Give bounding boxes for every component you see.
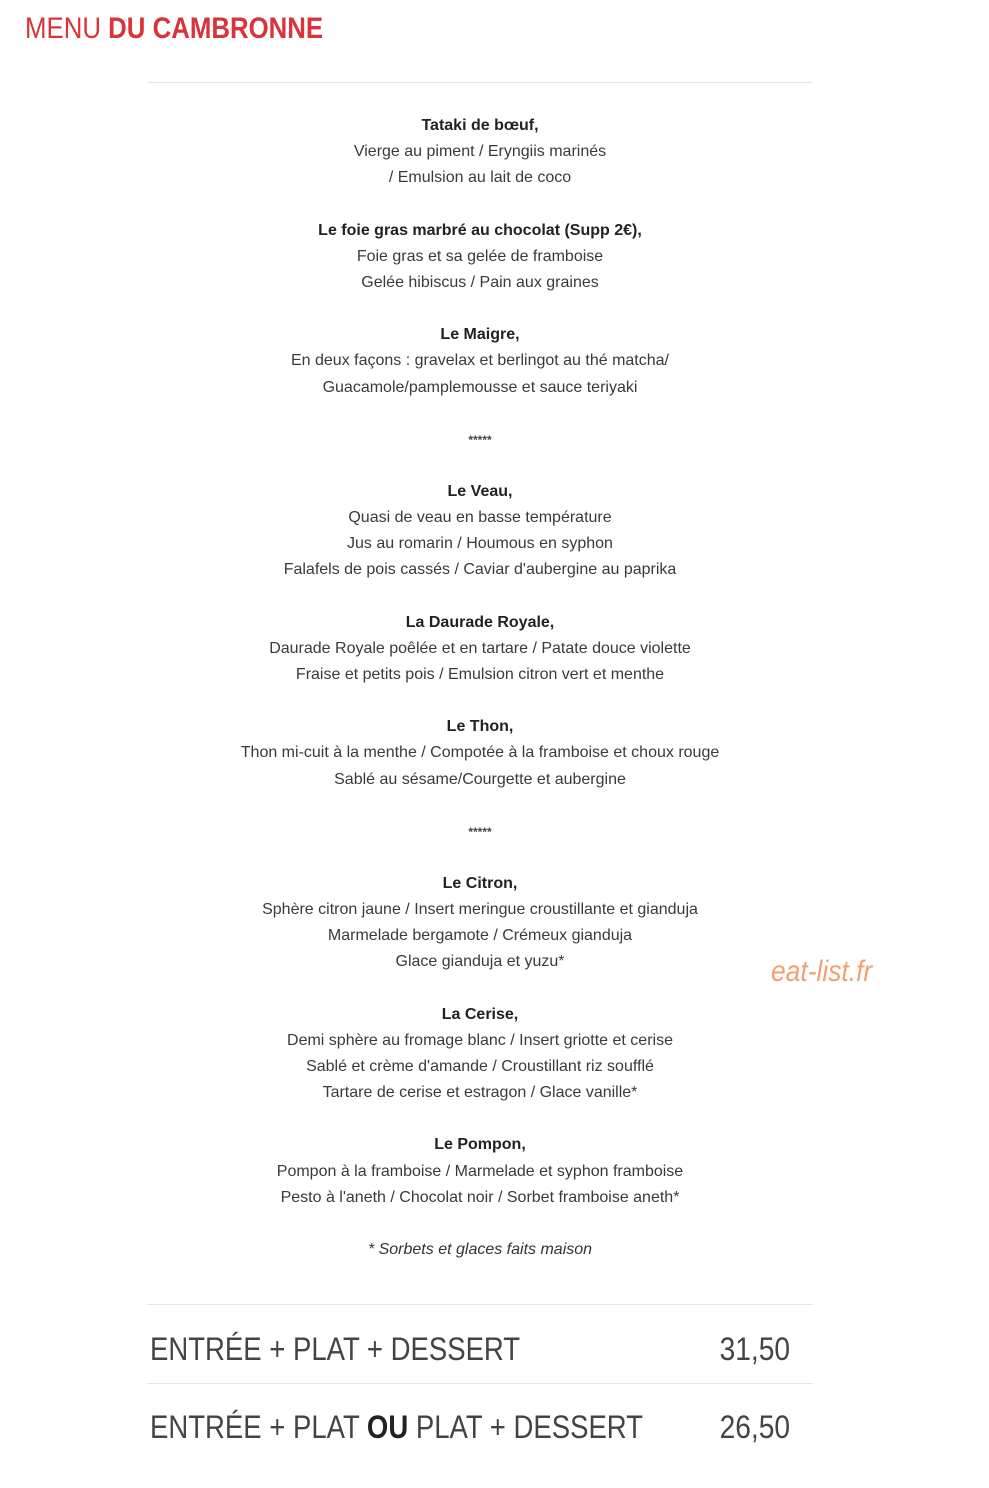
dish-line: Fraise et petits pois / Emulsion citron vert et menthe bbox=[295, 666, 665, 684]
formula-label-end: PLAT + DESSERT bbox=[415, 1409, 643, 1445]
watermark: eat-list.fr bbox=[771, 955, 873, 988]
dish-name: Le foie gras marbré au chocolat (Supp 2€), bbox=[318, 221, 642, 239]
dish-line: Foie gras et sa gelée de framboise bbox=[356, 247, 604, 265]
dish-line: Pesto à l'aneth / Chocolat noir / Sorbet framboise aneth* bbox=[280, 1188, 680, 1206]
dish-line: Thon mi-cuit à la menthe / Compotée à la framboise et choux rouge bbox=[240, 744, 720, 762]
dish-line: Daurade Royale poêlée et en tartare / Patate douce violette bbox=[269, 639, 691, 657]
dish-entree-2 bbox=[147, 218, 813, 297]
dish-line: / Emulsion au lait de coco bbox=[388, 169, 572, 187]
dish-line: En deux façons : gravelax et berlingot au thé matcha/ bbox=[290, 352, 669, 370]
homemade-footnote: * Sorbets et glaces faits maison bbox=[367, 1241, 593, 1259]
dish-name: Le Citron, bbox=[442, 874, 518, 892]
dish-line: Tartare de cerise et estragon / Glace vanille* bbox=[322, 1084, 638, 1102]
formula-label: ENTRÉE + PLAT + DESSERT bbox=[150, 1331, 521, 1367]
formula-label-or: OU bbox=[366, 1409, 409, 1445]
formula-price: 31,50 bbox=[719, 1331, 790, 1367]
dish-line: Glace gianduja et yuzu* bbox=[395, 953, 565, 971]
page-title bbox=[25, 12, 323, 46]
dish-name: La Daurade Royale, bbox=[405, 613, 555, 631]
dish-line: Falafels de pois cassés / Caviar d'aubergine au paprika bbox=[283, 561, 677, 579]
formula-row-full bbox=[150, 1331, 790, 1371]
dish-line: Pompon à la framboise / Marmelade et syphon framboise bbox=[276, 1162, 684, 1180]
dish-name: Tataki de bœuf, bbox=[421, 117, 539, 134]
dish-line: Sphère citron jaune / Insert meringue croustillante et gianduja bbox=[262, 901, 698, 919]
dish-dessert-3 bbox=[147, 1132, 813, 1211]
dish-name: Le Maigre, bbox=[440, 326, 520, 344]
dish-line: Sablé au sésame/Courgette et aubergine bbox=[334, 770, 626, 788]
page-title-prefix: MENU bbox=[25, 12, 101, 45]
dish-line: Jus au romarin / Houmous en syphon bbox=[347, 535, 613, 553]
dish-entree-1 bbox=[147, 113, 813, 192]
dish-dessert-1 bbox=[147, 871, 813, 976]
dish-entree-3 bbox=[147, 322, 813, 401]
dish-line: Vierge au piment / Eryngiis marinés bbox=[353, 143, 607, 161]
dish-line: Guacamole/pamplemousse et sauce teriyaki bbox=[322, 378, 638, 396]
formula-price: 26,50 bbox=[719, 1409, 790, 1445]
dish-plat-3 bbox=[147, 714, 813, 793]
page-title-name: DU CAMBRONNE bbox=[108, 12, 324, 45]
dish-plat-2 bbox=[147, 610, 813, 689]
dish-name: Le Veau, bbox=[447, 482, 513, 500]
dish-name: La Cerise, bbox=[441, 1005, 519, 1023]
dish-line: Quasi de veau en basse température bbox=[348, 509, 612, 527]
dish-line: Sablé et crème d'amande / Croustillant riz soufflé bbox=[306, 1058, 654, 1076]
price-divider-middle bbox=[147, 1383, 813, 1384]
dish-name: Le Thon, bbox=[446, 718, 514, 736]
dish-plat-1 bbox=[147, 479, 813, 584]
formula-label-start: ENTRÉE + PLAT bbox=[150, 1409, 360, 1445]
course-separator: ***** bbox=[468, 432, 492, 447]
formula-row-two-courses bbox=[150, 1409, 790, 1449]
top-divider bbox=[147, 82, 813, 83]
menu-content bbox=[147, 113, 813, 1263]
dish-line: Demi sphère au fromage blanc / Insert griotte et cerise bbox=[287, 1031, 673, 1049]
dish-name: Le Pompon, bbox=[434, 1136, 526, 1154]
price-divider-top bbox=[147, 1304, 813, 1305]
dish-line: Marmelade bergamote / Crémeux gianduja bbox=[327, 927, 633, 945]
dish-line: Gelée hibiscus / Pain aux graines bbox=[361, 274, 599, 292]
course-separator: ***** bbox=[468, 824, 492, 839]
formula-label bbox=[150, 1409, 643, 1446]
dish-dessert-2 bbox=[147, 1002, 813, 1107]
